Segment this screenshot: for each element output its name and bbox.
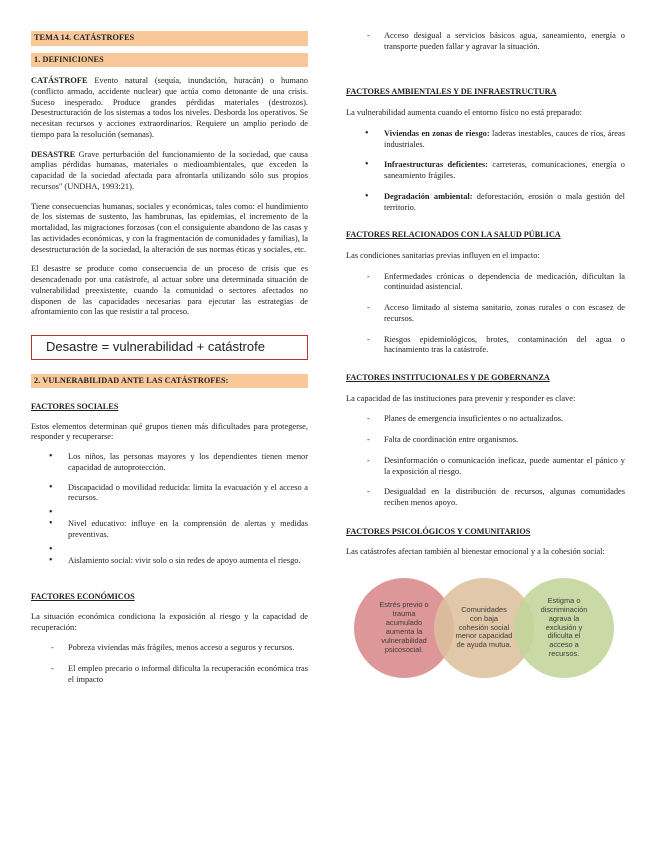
list-item: - Enfermedades crónicas o dependencia de medicación, dificultan la continuidad asistencial. bbox=[384, 272, 625, 294]
list-item: - Planes de emergencia insuficientes o no actualizados. bbox=[384, 414, 625, 425]
desastre-term: DESASTRE bbox=[31, 149, 76, 159]
health-factors-heading: FACTORES RELACIONADOS CON LA SALUD PÚBLICA bbox=[346, 230, 561, 240]
institutional-factors-intro: La capacidad de las instituciones para prevenir y responder es clave: bbox=[346, 393, 576, 403]
list-item: • Discapacidad o movilidad reducida: limita la evacuación y el acceso a recursos. bbox=[68, 483, 308, 505]
institutional-factors-list bbox=[384, 414, 625, 509]
item-term: Viviendas en zonas de riesgo: bbox=[384, 128, 490, 138]
social-factors-list bbox=[68, 452, 308, 566]
section-definitions-heading: 1. DEFINICIONES bbox=[31, 53, 308, 68]
venn-circle-text: Comunidades con baja cohesión social menor capacidad de ayuda mutua. bbox=[455, 604, 513, 650]
social-factors-heading: FACTORES SOCIALES bbox=[31, 402, 119, 412]
economic-factors-intro: La situación económica condiciona la exposición al riesgo y la capacidad de recuperación: bbox=[31, 611, 308, 632]
catastrofe-term: CATÁSTROFE bbox=[31, 76, 88, 85]
list-item: - El empleo precario o informal dificulta la recuperación económica tras el impacto bbox=[68, 664, 308, 686]
environmental-factors-heading: FACTORES AMBIENTALES Y DE INFRAESTRUCTURA bbox=[346, 86, 557, 96]
institutional-factors-heading: FACTORES INSTITUCIONALES Y DE GOBERNANZA bbox=[346, 373, 550, 382]
economic-factors-list bbox=[68, 643, 308, 685]
list-item-empty bbox=[68, 508, 308, 519]
list-item: - Acceso desigual a servicios básicos agua, saneamiento, energía o transporte pueden fallar y agravar la situación. bbox=[384, 31, 625, 53]
list-item bbox=[384, 192, 625, 214]
item-text: carreteras, comunicaciones, energía o saneamiento frágiles. bbox=[384, 160, 625, 180]
process-paragraph: El desastre se produce como consecuencia de un proceso de crisis que es desencadenado por una catástrofe, al actuar sobre una determinada situación de vulnerabilidad preexistente, cuando la comunidad o sectores afectados no disponen de las capacidades necesarias para ejecutar las estrategias de afrontamiento con las que resistir a tal proceso. bbox=[31, 264, 308, 317]
topic-title: TEMA 14. CATÁSTROFES bbox=[31, 31, 308, 46]
environmental-factors-intro: La vulnerabilidad aumenta cuando el entorno físico no está preparado: bbox=[346, 108, 583, 117]
venn-diagram bbox=[346, 578, 625, 690]
list-item: • Los niños, las personas mayores y los dependientes tienen menor capacidad de autoprotección. bbox=[68, 452, 308, 474]
list-item: - Acceso limitado al sistema sanitario, zonas rurales o con escasez de recursos. bbox=[384, 303, 625, 325]
list-item bbox=[384, 129, 625, 151]
list-item bbox=[384, 160, 625, 182]
list-item: - Pobreza viviendas más frágiles, menos acceso a seguros y recursos. bbox=[68, 643, 308, 654]
list-item: - Desinformación o comunicación ineficaz, puede aumentar el pánico y la exposición al riesgo. bbox=[384, 456, 625, 478]
consequences-paragraph: Tiene consecuencias humanas, sociales y económicas, tales como: el hundimiento de los sistemas de sustento, las hambrunas, las epidemias, el incremento de la mortalidad, las migraciones forzosas (con el consiguiente abandono de las casas y las actividades económicas, y con la fragmentación de comunidades y familias), la desestructuración de la sociedad, la alteración de sus normas éticas y sociales, etc. bbox=[31, 201, 308, 254]
desastre-text: Grave perturbación del funcionamiento de la sociedad, que causa amplias pérdidas humanas, materiales o medioambientales, que exceden la capacidad de la sociedad afectada para afrontarla utilizando sólo sus propios recursos" (UNDHA, 1993:21). bbox=[31, 149, 308, 191]
list-item-empty bbox=[68, 545, 308, 556]
venn-circle-text: Estigma o discriminación agrava la exclusión y dificulta el acceso a recursos. bbox=[540, 595, 588, 659]
social-factors-intro: Estos elementos determinan qué grupos tienen más dificultades para protegerse, responder y recuperarse: bbox=[31, 421, 308, 442]
item-text: deforestación, erosión o mala gestión del territorio. bbox=[384, 191, 625, 212]
item-term: Degradación ambiental: bbox=[384, 191, 473, 201]
item-text: laderas inestables, cauces de ríos, áreas industriales. bbox=[384, 128, 625, 149]
psychological-factors-intro: Las catástrofes afectan también al bienestar emocional y a la cohesión social: bbox=[346, 547, 605, 557]
environmental-factors-list bbox=[384, 129, 625, 214]
health-factors-intro: Las condiciones sanitarias previas influyen en el impacto: bbox=[346, 250, 540, 260]
economic-factors-heading: FACTORES ECONÓMICOS bbox=[31, 592, 135, 602]
health-factors-list bbox=[384, 272, 625, 357]
venn-circle-text: Estrés previo o trauma acumulado aumenta la vulnerabilidad psicosocial. bbox=[379, 600, 429, 654]
psychological-factors-heading: FACTORES PSICOLÓGICOS Y COMUNITARIOS bbox=[346, 526, 531, 536]
right-column bbox=[346, 0, 625, 690]
formula-box: Desastre = vulnerabilidad + catástrofe bbox=[31, 335, 308, 360]
left-column bbox=[31, 0, 308, 686]
venn-circle-stigma bbox=[514, 578, 614, 678]
access-list bbox=[384, 31, 625, 53]
catastrofe-definition bbox=[31, 76, 308, 141]
item-term: Infraestructuras deficientes: bbox=[384, 160, 488, 170]
list-item: • Aislamiento social: vivir solo o sin redes de apoyo aumenta el riesgo. bbox=[68, 556, 308, 567]
list-item: • Nivel educativo: influye en la comprensión de alertas y medidas preventivas. bbox=[68, 519, 308, 541]
list-item: - Desigualdad en la distribución de recursos, algunas comunidades reciben menos apoyo. bbox=[384, 487, 625, 509]
list-item: - Falta de coordinación entre organismos. bbox=[384, 435, 625, 446]
section-vulnerability-heading: 2. VULNERABILIDAD ANTE LAS CATÁSTROFES: bbox=[31, 374, 308, 389]
desastre-definition bbox=[31, 150, 308, 193]
list-item: - Riesgos epidemiológicos, brotes, contaminación del agua o hacinamiento tras la catástrofe. bbox=[384, 335, 625, 357]
catastrofe-text: Evento natural (sequía, inundación, huracán) o humano (conflicto armado, accidente nuclear) que actúa como detonante de una crisis. Suceso inesperado. Produce grandes pérdidas materiales (destrozos). Desestructuración de los sistemas a todos los niveles. Desborda los operativos. Se necesitan recursos y acciones extraordinarios. Requiere un amplio periodo de tiempo para la resolución (semanas). bbox=[31, 76, 308, 139]
